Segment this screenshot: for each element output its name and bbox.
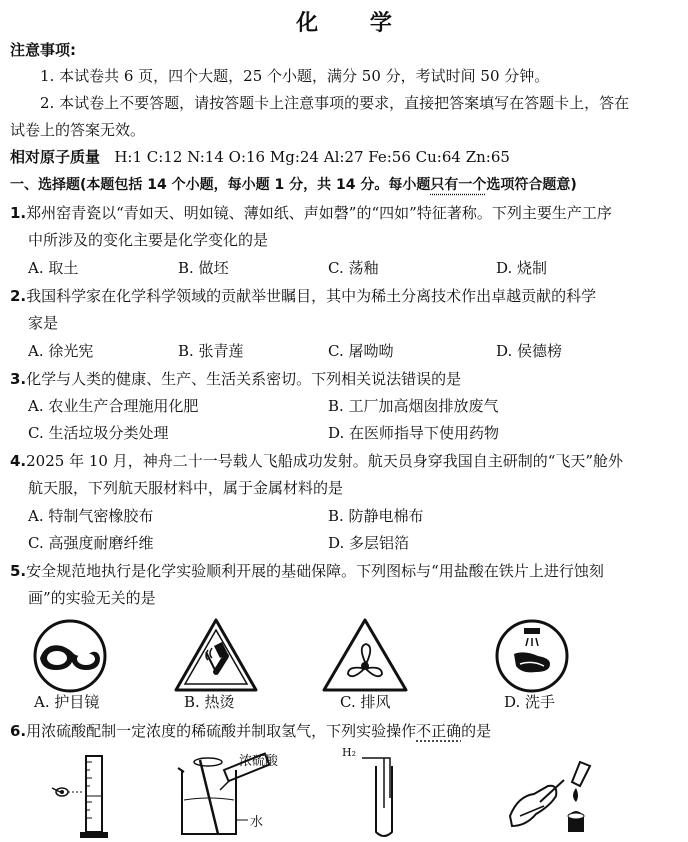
atomic-mass-row (10, 147, 680, 167)
section-heading (10, 175, 680, 195)
question-number: 1. (10, 204, 27, 222)
question-2-option-c: C. 屠呦呦 (328, 342, 394, 360)
graduated-cylinder-image (46, 752, 116, 840)
question-emphasis: 不正确 (416, 722, 462, 740)
question-2-option-a: A. 徐光宪 (28, 342, 94, 360)
water-label: 水 (250, 815, 264, 830)
question-5-line-1 (10, 561, 680, 581)
question-text: 郑州窑青瓷以“青如天、明如镜、薄如纸、声如磬”的“四如”特征著称。下列主要生产工序 (26, 204, 612, 222)
atomic-mass-values: H:1 C:12 N:14 O:16 Mg:24 Al:27 Fe:56 Cu:64 Zn:65 (114, 148, 510, 166)
page-title: 化 学 (296, 11, 414, 36)
question-text: 我国科学家在化学科学领域的贡献举世瞩目，其中为稀土分离技术作出卓越贡献的科学 (26, 287, 597, 305)
question-2-line-2: 家是 (28, 314, 59, 332)
question-2-line-1 (10, 286, 680, 306)
question-number: 3. (10, 370, 27, 388)
question-number: 6. (10, 722, 27, 740)
notice-item-2a: 2. 本试卷上不要答题，请按答题卡上注意事项的要求，直接把答案填写在答题卡上，答在 (40, 94, 630, 112)
question-number: 5. (10, 562, 27, 580)
question-text: 用浓硫酸配制一定浓度的稀硫酸并制取氢气，下列实验操作 (26, 722, 417, 740)
question-3-option-b: B. 工厂加高烟囱排放废气 (328, 397, 499, 415)
ventilation-icon (320, 616, 410, 694)
option-5a-caption: A. 护目镜 (34, 693, 100, 711)
question-text-end: 的是 (461, 722, 492, 740)
atomic-mass-label: 相对原子质量 (10, 148, 101, 166)
question-4-line-1 (10, 451, 680, 471)
section-heading-emphasis: 只有一个 (430, 177, 487, 193)
question-5-line-2: 画”的实验无关的是 (28, 589, 156, 607)
question-4-option-a: A. 特制气密橡胶布 (28, 507, 154, 525)
question-number: 2. (10, 287, 27, 305)
question-text: 化学与人类的健康、生产、生活关系密切。下列相关说法错误的是 (26, 370, 462, 388)
question-2-option-b: B. 张青莲 (178, 342, 244, 360)
question-1-line-2: 中所涉及的变化主要是化学变化的是 (28, 231, 269, 249)
question-1-option-a: A. 取土 (28, 259, 79, 277)
question-4-option-c: C. 高强度耐磨纤维 (28, 534, 154, 552)
question-3-option-c: C. 生活垃圾分类处理 (28, 424, 169, 442)
section-heading-part-a: 一、选择题(本题包括 14 个小题，每小题 1 分，共 14 分。每小题 (10, 177, 431, 193)
notice-item-1: 1. 本试卷共 6 页，四个大题，25 个小题，满分 50 分，考试时间 50 分钟。 (40, 67, 550, 85)
question-1-option-c: C. 荡釉 (328, 259, 379, 277)
question-number: 4. (10, 452, 27, 470)
dilution-beaker-image (170, 750, 300, 840)
test-tube-hydrogen-image (340, 748, 410, 840)
hydrogen-label: H₂ (342, 746, 357, 759)
question-6-line-1 (10, 721, 680, 741)
hot-surface-icon (172, 616, 260, 694)
question-2-option-d: D. 侯德榜 (496, 342, 563, 360)
section-heading-part-b: 选项符合题意) (486, 177, 577, 193)
question-1-line-1 (10, 203, 680, 223)
question-4-option-b: B. 防静电棉布 (328, 507, 424, 525)
question-3-option-d: D. 在医师指导下使用药物 (328, 424, 500, 442)
question-3-line-1 (10, 369, 680, 389)
goggles-icon (26, 618, 114, 694)
option-5b-caption: B. 热烫 (184, 693, 235, 711)
lamp-ignition-image (500, 756, 610, 840)
question-text: 安全规范地执行是化学实验顺利开展的基础保障。下列图标与“用盐酸在铁片上进行蚀刻 (26, 562, 604, 580)
option-5c-caption: C. 排风 (340, 693, 391, 711)
question-1-option-b: B. 做坯 (178, 259, 229, 277)
option-5d-caption: D. 洗手 (504, 693, 556, 711)
question-4-option-d: D. 多层铝箔 (328, 534, 410, 552)
wash-hands-icon (494, 618, 570, 694)
notice-heading: 注意事项: (10, 41, 76, 59)
question-4-line-2: 航天服，下列航天服材料中，属于金属材料的是 (28, 479, 344, 497)
question-3-option-a: A. 农业生产合理施用化肥 (28, 397, 199, 415)
question-1-option-d: D. 烧制 (496, 259, 548, 277)
notice-item-2b: 试卷上的答案无效。 (10, 121, 146, 139)
question-text: 2025 年 10 月，神舟二十一号载人飞船成功发射。航天员身穿我国自主研制的“飞天”舱外 (26, 452, 624, 470)
concentrated-acid-label: 浓硫酸 (239, 754, 279, 769)
